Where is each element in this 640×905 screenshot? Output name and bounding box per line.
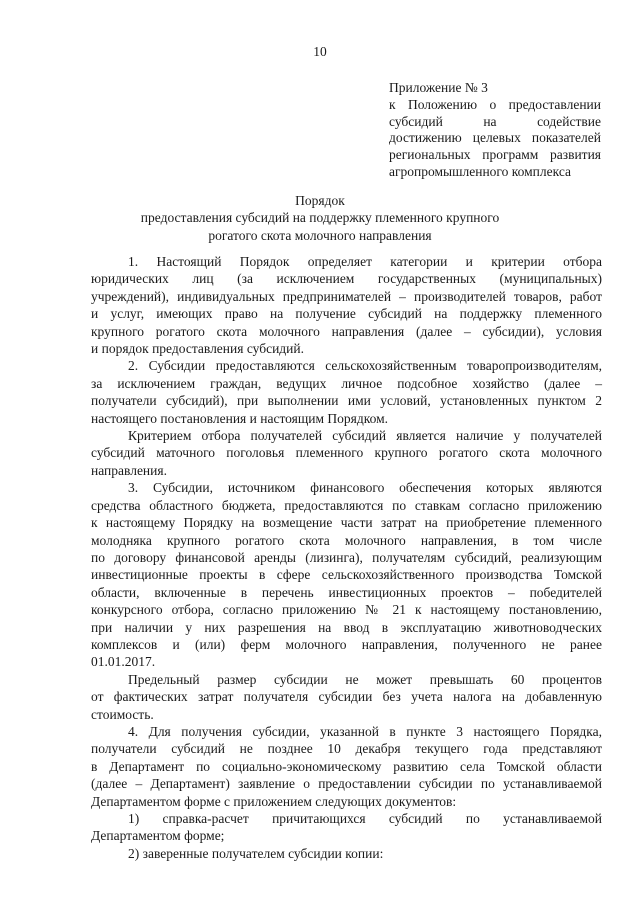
paragraph-4 bbox=[91, 479, 602, 670]
text-line: молодняка крупного рогатого скота молочного направления, в том числе bbox=[91, 532, 602, 548]
text-line: учреждений), индивидуальных предпринимателей – производителей товаров, работ bbox=[91, 288, 602, 304]
text-line: области, включенные в перечень инвестиционных проектов – победителей bbox=[91, 584, 602, 600]
text-line: средства областного бюджета, предоставляются по ставкам согласно приложению bbox=[91, 497, 602, 513]
appendix-line: агропромышленного комплекса bbox=[389, 163, 571, 179]
paragraph-6 bbox=[91, 723, 602, 810]
text-line: Предельный размер субсидии не может превышать 60 процентов bbox=[128, 671, 602, 687]
text-line: и порядок предоставления субсидий. bbox=[91, 341, 305, 357]
text-line: инвестиционные проекты в сфере сельскохозяйственного производства Томской bbox=[91, 567, 602, 583]
text-line: 01.01.2017. bbox=[91, 654, 156, 670]
document-body bbox=[91, 253, 602, 862]
text-line: (далее – Департамент) заявление о предоставлении субсидии по устанавливаемой bbox=[91, 776, 602, 792]
text-line: в Департамент по социально-экономическому развитию села Томской области bbox=[91, 758, 602, 774]
text-line: и услуг, имеющих право на получение субсидий на поддержку племенного bbox=[91, 306, 602, 322]
text-line: 1. Настоящий Порядок определяет категории и критерии отбора bbox=[128, 254, 602, 269]
text-line: направления. bbox=[91, 462, 167, 478]
text-line: Департаментом форме с приложением следующих документов: bbox=[91, 793, 457, 809]
text-line: получатели субсидий), при выполнении ими условий, установленных пунктом 2 bbox=[91, 393, 602, 409]
paragraph-3 bbox=[91, 427, 602, 479]
appendix-line: региональных программ развития bbox=[389, 147, 601, 163]
text-line: крупного рогатого скота молочного направления (далее – субсидии), условия bbox=[91, 323, 602, 339]
text-line: субсидий маточного поголовья племенного крупного рогатого скота молочного bbox=[91, 445, 602, 461]
text-line: Критерием отбора получателей субсидий является наличие у получателей bbox=[128, 428, 602, 444]
title-line: рогатого скота молочного направления bbox=[208, 227, 432, 243]
appendix-line: Приложение № 3 bbox=[389, 80, 488, 95]
title-line: Порядок bbox=[295, 193, 345, 208]
text-line: от фактических затрат получателя субсидии без учета налога на добавленную bbox=[91, 689, 602, 705]
paragraph-8 bbox=[91, 845, 602, 862]
text-line: 4. Для получения субсидии, указанной в пункте 3 настоящего Порядка, bbox=[128, 723, 602, 739]
text-line: конкурсного отбора, согласно приложению № 21 к настоящему постановлению, bbox=[91, 602, 602, 618]
appendix-note bbox=[389, 80, 601, 181]
text-line: за исключением граждан, ведущих личное подсобное хозяйство (далее – bbox=[91, 375, 602, 391]
title-line: предоставления субсидий на поддержку племенного крупного bbox=[140, 210, 500, 226]
text-line: стоимость. bbox=[91, 706, 154, 722]
appendix-line: к Положению о предоставлении bbox=[389, 96, 601, 112]
text-line: комплексов и (или) ферм молочного направления, полученного не ранее bbox=[91, 636, 602, 652]
document-title bbox=[0, 192, 640, 244]
paragraph-1 bbox=[91, 253, 602, 357]
text-line: 1) справка-расчет причитающихся субсидий по устанавливаемой bbox=[128, 811, 602, 826]
text-line: настоящего постановления и настоящим Порядком. bbox=[91, 410, 389, 426]
text-line: Департаментом форме; bbox=[91, 828, 225, 844]
paragraph-2 bbox=[91, 357, 602, 427]
text-line: 3. Субсидии, источником финансового обеспечения которых являются bbox=[128, 480, 602, 496]
paragraph-7 bbox=[91, 810, 602, 845]
appendix-line: субсидий на содействие bbox=[389, 113, 601, 129]
text-line: к настоящему Порядку на возмещение части затрат на приобретение племенного bbox=[91, 515, 602, 531]
text-line: юридических лиц (за исключением государственных (муниципальных) bbox=[91, 271, 602, 287]
text-line: 2) заверенные получателем субсидии копии: bbox=[128, 845, 384, 861]
text-line: по договору финансовой аренды (лизинга), получателям субсидий, реализующим bbox=[91, 549, 602, 565]
text-line: 2. Субсидии предоставляются сельскохозяйственным товаропроизводителям, bbox=[128, 358, 602, 374]
page-number: 10 bbox=[313, 44, 327, 59]
paragraph-5 bbox=[91, 671, 602, 723]
appendix-line: достижению целевых показателей bbox=[389, 130, 601, 146]
text-line: при наличии у них разрешения на ввод в эксплуатацию животноводческих bbox=[91, 619, 602, 635]
text-line: получатели субсидий не позднее 10 декабря текущего года представляют bbox=[91, 741, 602, 757]
